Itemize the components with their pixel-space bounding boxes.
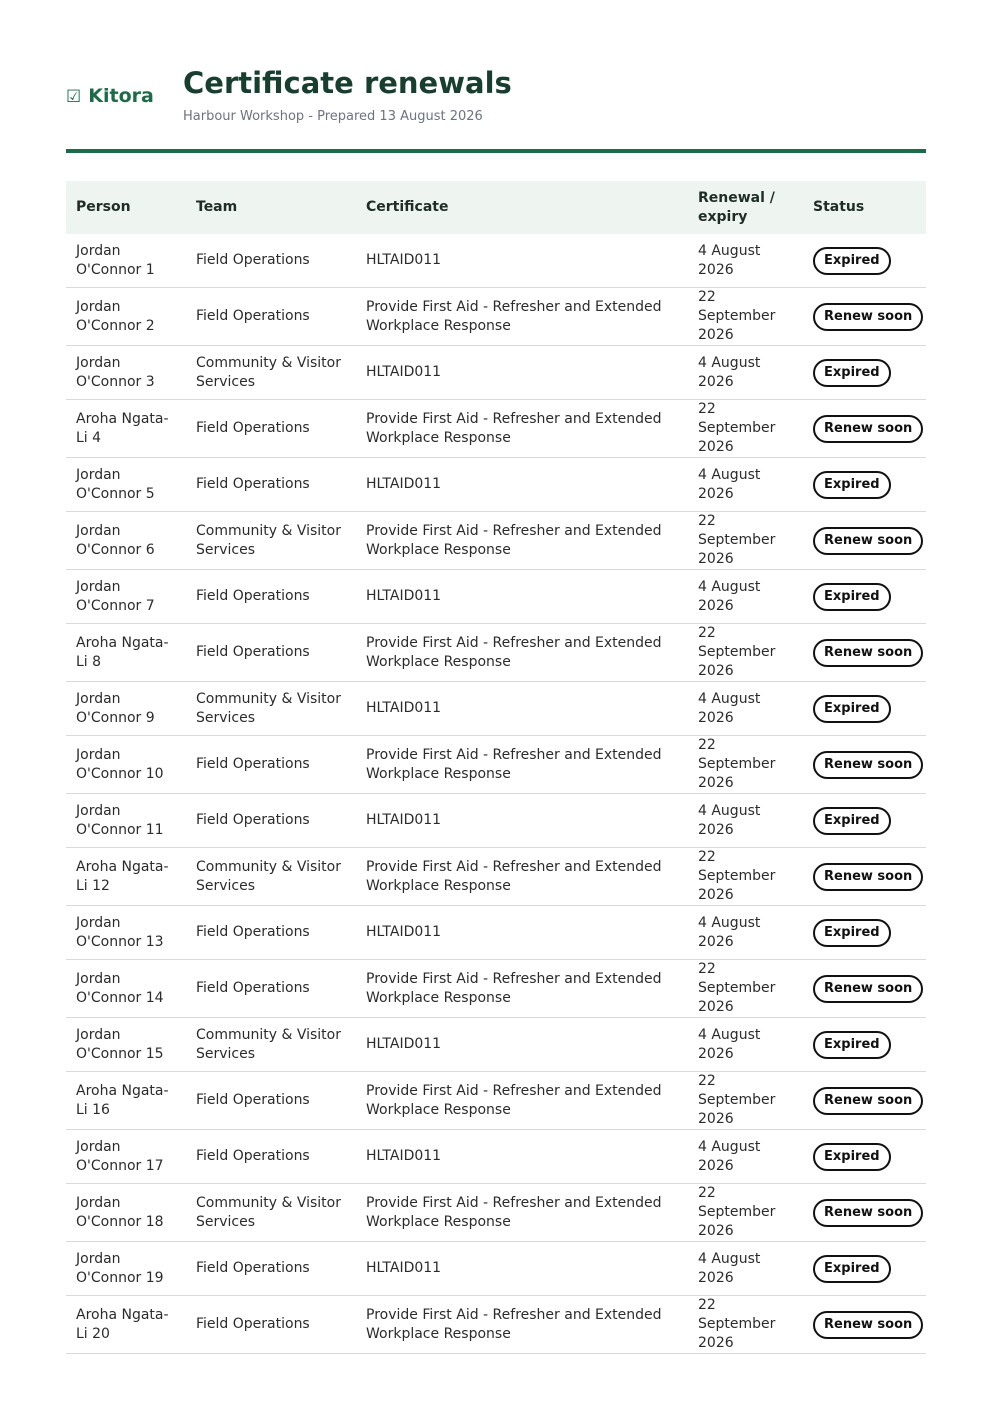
person-cell: Jordan O'Connor 1 <box>66 234 186 288</box>
status-badge: Expired <box>813 807 891 835</box>
team-cell: Community & Visitor Services <box>186 1184 356 1242</box>
certificate-cell: HLTAID011 <box>356 906 688 960</box>
table-row <box>66 234 926 288</box>
table-header-row <box>66 181 926 234</box>
person-cell: Jordan O'Connor 10 <box>66 736 186 794</box>
team-cell: Field Operations <box>186 1296 356 1354</box>
team-cell: Field Operations <box>186 570 356 624</box>
table-row <box>66 1130 926 1184</box>
person-cell: Jordan O'Connor 15 <box>66 1018 186 1072</box>
brand-logo <box>66 85 154 107</box>
person-cell: Aroha Ngata-Li 8 <box>66 624 186 682</box>
table-row <box>66 624 926 682</box>
status-badge: Expired <box>813 471 891 499</box>
renewal-date-cell: 22 September 2026 <box>688 848 803 906</box>
person-cell: Jordan O'Connor 6 <box>66 512 186 570</box>
column-header-status: Status <box>803 181 926 234</box>
certificate-cell: HLTAID011 <box>356 794 688 848</box>
status-cell <box>803 346 926 400</box>
team-cell: Community & Visitor Services <box>186 1018 356 1072</box>
certificate-cell: Provide First Aid - Refresher and Extended Workplace Response <box>356 1296 688 1354</box>
certificate-cell: HLTAID011 <box>356 458 688 512</box>
person-cell: Jordan O'Connor 19 <box>66 1242 186 1296</box>
status-badge: Expired <box>813 1143 891 1171</box>
renewal-date-cell: 22 September 2026 <box>688 288 803 346</box>
checkbox-icon: ☑ <box>66 87 82 107</box>
table-row <box>66 906 926 960</box>
renewal-date-cell: 4 August 2026 <box>688 570 803 624</box>
person-cell: Aroha Ngata-Li 20 <box>66 1296 186 1354</box>
status-badge: Expired <box>813 583 891 611</box>
status-badge: Renew soon <box>813 1311 923 1339</box>
table-row <box>66 682 926 736</box>
table-row <box>66 736 926 794</box>
renewal-date-cell: 22 September 2026 <box>688 400 803 458</box>
column-header-certificate: Certificate <box>356 181 688 234</box>
status-cell <box>803 682 926 736</box>
status-cell <box>803 794 926 848</box>
table-row <box>66 960 926 1018</box>
status-cell <box>803 1018 926 1072</box>
table-row <box>66 1242 926 1296</box>
person-cell: Aroha Ngata-Li 16 <box>66 1072 186 1130</box>
column-header-team: Team <box>186 181 356 234</box>
renewal-date-cell: 4 August 2026 <box>688 1242 803 1296</box>
table-row <box>66 1184 926 1242</box>
certificate-cell: HLTAID011 <box>356 570 688 624</box>
table-row <box>66 1018 926 1072</box>
certificate-cell: Provide First Aid - Refresher and Extended Workplace Response <box>356 960 688 1018</box>
status-badge: Renew soon <box>813 415 923 443</box>
table-row <box>66 512 926 570</box>
renewal-date-cell: 4 August 2026 <box>688 1130 803 1184</box>
status-badge: Renew soon <box>813 975 923 1003</box>
status-badge: Expired <box>813 695 891 723</box>
renewal-date-cell: 4 August 2026 <box>688 794 803 848</box>
status-cell <box>803 234 926 288</box>
table-row <box>66 570 926 624</box>
status-cell <box>803 736 926 794</box>
status-cell <box>803 1242 926 1296</box>
status-badge: Renew soon <box>813 303 923 331</box>
document-page <box>66 0 926 1351</box>
status-cell <box>803 1184 926 1242</box>
person-cell: Jordan O'Connor 5 <box>66 458 186 512</box>
certificate-cell: HLTAID011 <box>356 682 688 736</box>
team-cell: Community & Visitor Services <box>186 346 356 400</box>
renewal-date-cell: 4 August 2026 <box>688 682 803 736</box>
status-badge: Expired <box>813 919 891 947</box>
renewal-date-cell: 22 September 2026 <box>688 1072 803 1130</box>
team-cell: Field Operations <box>186 1242 356 1296</box>
status-cell <box>803 570 926 624</box>
person-cell: Jordan O'Connor 7 <box>66 570 186 624</box>
table-row <box>66 458 926 512</box>
certificate-cell: HLTAID011 <box>356 1130 688 1184</box>
renewal-date-cell: 4 August 2026 <box>688 346 803 400</box>
status-cell <box>803 906 926 960</box>
status-cell <box>803 512 926 570</box>
table-row <box>66 346 926 400</box>
table-row <box>66 794 926 848</box>
team-cell: Field Operations <box>186 288 356 346</box>
certificate-cell: HLTAID011 <box>356 234 688 288</box>
renewal-date-cell: 22 September 2026 <box>688 624 803 682</box>
certificate-cell: Provide First Aid - Refresher and Extended Workplace Response <box>356 512 688 570</box>
renewal-date-cell: 4 August 2026 <box>688 458 803 512</box>
certificate-cell: Provide First Aid - Refresher and Extended Workplace Response <box>356 624 688 682</box>
table-row <box>66 400 926 458</box>
status-badge: Expired <box>813 359 891 387</box>
header-divider <box>66 149 926 153</box>
person-cell: Jordan O'Connor 3 <box>66 346 186 400</box>
brand-name: Kitora <box>88 85 154 107</box>
person-cell: Aroha Ngata-Li 12 <box>66 848 186 906</box>
certificate-cell: Provide First Aid - Refresher and Extended Workplace Response <box>356 1184 688 1242</box>
column-header-person: Person <box>66 181 186 234</box>
certificate-cell: Provide First Aid - Refresher and Extended Workplace Response <box>356 848 688 906</box>
person-cell: Jordan O'Connor 14 <box>66 960 186 1018</box>
certificate-cell: HLTAID011 <box>356 346 688 400</box>
table-row <box>66 288 926 346</box>
team-cell: Field Operations <box>186 624 356 682</box>
certificate-cell: Provide First Aid - Refresher and Extended Workplace Response <box>356 288 688 346</box>
status-cell <box>803 1130 926 1184</box>
renewals-table <box>66 181 926 1354</box>
status-cell <box>803 400 926 458</box>
certificate-cell: Provide First Aid - Refresher and Extended Workplace Response <box>356 1072 688 1130</box>
status-cell <box>803 458 926 512</box>
person-cell: Jordan O'Connor 11 <box>66 794 186 848</box>
team-cell: Community & Visitor Services <box>186 512 356 570</box>
certificate-cell: HLTAID011 <box>356 1018 688 1072</box>
status-badge: Renew soon <box>813 639 923 667</box>
table-row <box>66 1072 926 1130</box>
team-cell: Field Operations <box>186 794 356 848</box>
status-cell <box>803 848 926 906</box>
status-badge: Renew soon <box>813 1199 923 1227</box>
renewal-date-cell: 22 September 2026 <box>688 1184 803 1242</box>
status-cell <box>803 960 926 1018</box>
renewal-date-cell: 4 August 2026 <box>688 906 803 960</box>
person-cell: Jordan O'Connor 17 <box>66 1130 186 1184</box>
status-cell <box>803 624 926 682</box>
renewal-date-cell: 22 September 2026 <box>688 512 803 570</box>
team-cell: Field Operations <box>186 1130 356 1184</box>
team-cell: Field Operations <box>186 736 356 794</box>
page-subtitle: Harbour Workshop - Prepared 13 August 2026 <box>183 109 483 124</box>
status-badge: Expired <box>813 1255 891 1283</box>
status-badge: Renew soon <box>813 751 923 779</box>
team-cell: Field Operations <box>186 234 356 288</box>
renewal-date-cell: 4 August 2026 <box>688 234 803 288</box>
status-badge: Expired <box>813 247 891 275</box>
person-cell: Jordan O'Connor 13 <box>66 906 186 960</box>
team-cell: Field Operations <box>186 458 356 512</box>
renewal-date-cell: 22 September 2026 <box>688 960 803 1018</box>
team-cell: Community & Visitor Services <box>186 848 356 906</box>
status-badge: Renew soon <box>813 527 923 555</box>
status-cell <box>803 1072 926 1130</box>
status-badge: Renew soon <box>813 863 923 891</box>
table-body <box>66 234 926 1354</box>
certificate-cell: HLTAID011 <box>356 1242 688 1296</box>
page-title: Certificate renewals <box>183 66 512 100</box>
renewal-date-cell: 22 September 2026 <box>688 1296 803 1354</box>
status-cell <box>803 1296 926 1354</box>
team-cell: Community & Visitor Services <box>186 682 356 736</box>
renewal-date-cell: 4 August 2026 <box>688 1018 803 1072</box>
team-cell: Field Operations <box>186 400 356 458</box>
table-row <box>66 848 926 906</box>
column-header-renewal: Renewal / expiry <box>688 181 803 234</box>
status-badge: Expired <box>813 1031 891 1059</box>
report-header <box>66 0 926 153</box>
person-cell: Aroha Ngata-Li 4 <box>66 400 186 458</box>
team-cell: Field Operations <box>186 1072 356 1130</box>
person-cell: Jordan O'Connor 9 <box>66 682 186 736</box>
certificate-cell: Provide First Aid - Refresher and Extended Workplace Response <box>356 736 688 794</box>
table-row <box>66 1296 926 1354</box>
team-cell: Field Operations <box>186 906 356 960</box>
status-cell <box>803 288 926 346</box>
certificate-cell: Provide First Aid - Refresher and Extended Workplace Response <box>356 400 688 458</box>
renewal-date-cell: 22 September 2026 <box>688 736 803 794</box>
person-cell: Jordan O'Connor 18 <box>66 1184 186 1242</box>
team-cell: Field Operations <box>186 960 356 1018</box>
status-badge: Renew soon <box>813 1087 923 1115</box>
person-cell: Jordan O'Connor 2 <box>66 288 186 346</box>
